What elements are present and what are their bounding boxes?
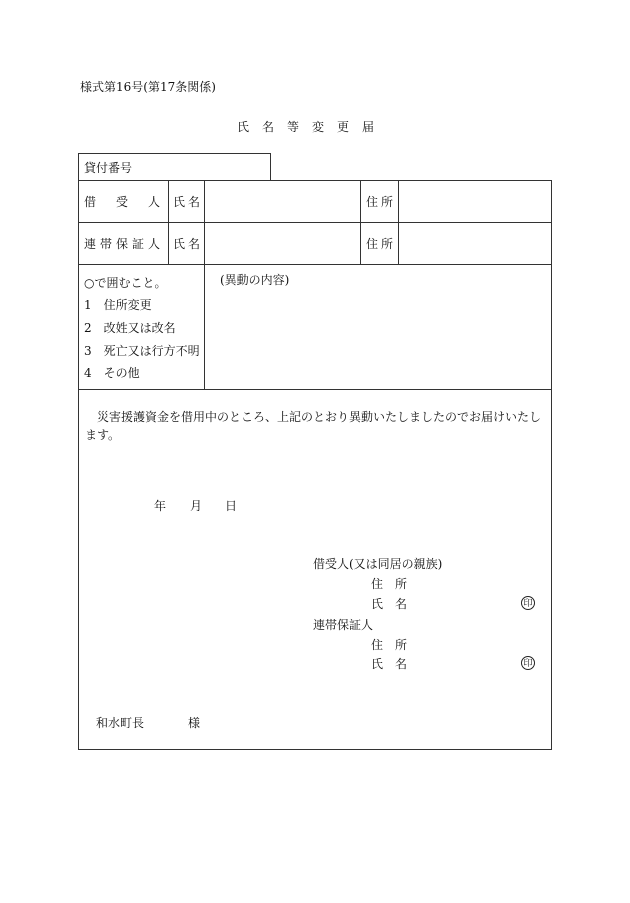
- guarantor-address-field[interactable]: [399, 223, 551, 264]
- addressee-mayor: 和水町長: [96, 716, 145, 730]
- signer-guarantor-name-label: 氏 名: [371, 657, 408, 671]
- borrower-address-field[interactable]: [399, 181, 551, 222]
- document-title: 氏名等変更届: [237, 120, 388, 134]
- signer-guarantor-heading: 連帯保証人: [313, 618, 374, 632]
- borrower-name-label: 氏名: [173, 195, 204, 209]
- change-details-field[interactable]: [205, 290, 551, 388]
- borrower-address-label: 住所: [366, 195, 397, 209]
- guarantor-name-label: 氏名: [173, 237, 204, 251]
- form-table: [78, 180, 552, 750]
- date-day-label: 日: [225, 499, 238, 513]
- borrower-name-field[interactable]: [205, 181, 360, 222]
- col-divider: [360, 180, 361, 264]
- signer-borrower-heading: 借受人(又は同居の親族): [313, 557, 443, 571]
- option-other[interactable]: 4 その他: [84, 366, 140, 380]
- borrower-label: 借 受 人: [84, 195, 165, 209]
- signer-guarantor-address-label: 住 所: [371, 638, 408, 652]
- date-year-label: 年: [154, 499, 167, 513]
- signer-borrower-address-label: 住 所: [371, 577, 408, 591]
- addressee-honorific: 様: [188, 716, 201, 730]
- options-instruction: ○で囲むこと。: [84, 276, 167, 290]
- row-divider: [78, 389, 552, 390]
- form-number: 様式第16号(第17条関係): [80, 80, 216, 94]
- guarantor-seal-icon: 印: [521, 656, 535, 670]
- row-divider: [78, 264, 552, 265]
- loan-number-field[interactable]: [120, 154, 270, 180]
- guarantor-address-label: 住所: [366, 237, 397, 251]
- declaration-text: 災害援護資金を借用中のところ、上記のとおり異動いたしましたのでお届けいたします。: [85, 410, 542, 442]
- guarantor-name-field[interactable]: [205, 223, 360, 264]
- loan-number-label: 貸付番号: [84, 161, 133, 175]
- option-address-change[interactable]: 1 住所変更: [84, 298, 152, 312]
- guarantor-label: 連帯保証人: [84, 237, 165, 251]
- borrower-seal-icon: 印: [521, 596, 535, 610]
- option-death-missing[interactable]: 3 死亡又は行方不明: [84, 344, 200, 358]
- change-details-label: (異動の内容): [220, 273, 290, 287]
- col-divider: [168, 180, 169, 264]
- signer-borrower-name-label: 氏 名: [371, 597, 408, 611]
- date-month-label: 月: [190, 499, 203, 513]
- option-name-change[interactable]: 2 改姓又は改名: [84, 321, 176, 335]
